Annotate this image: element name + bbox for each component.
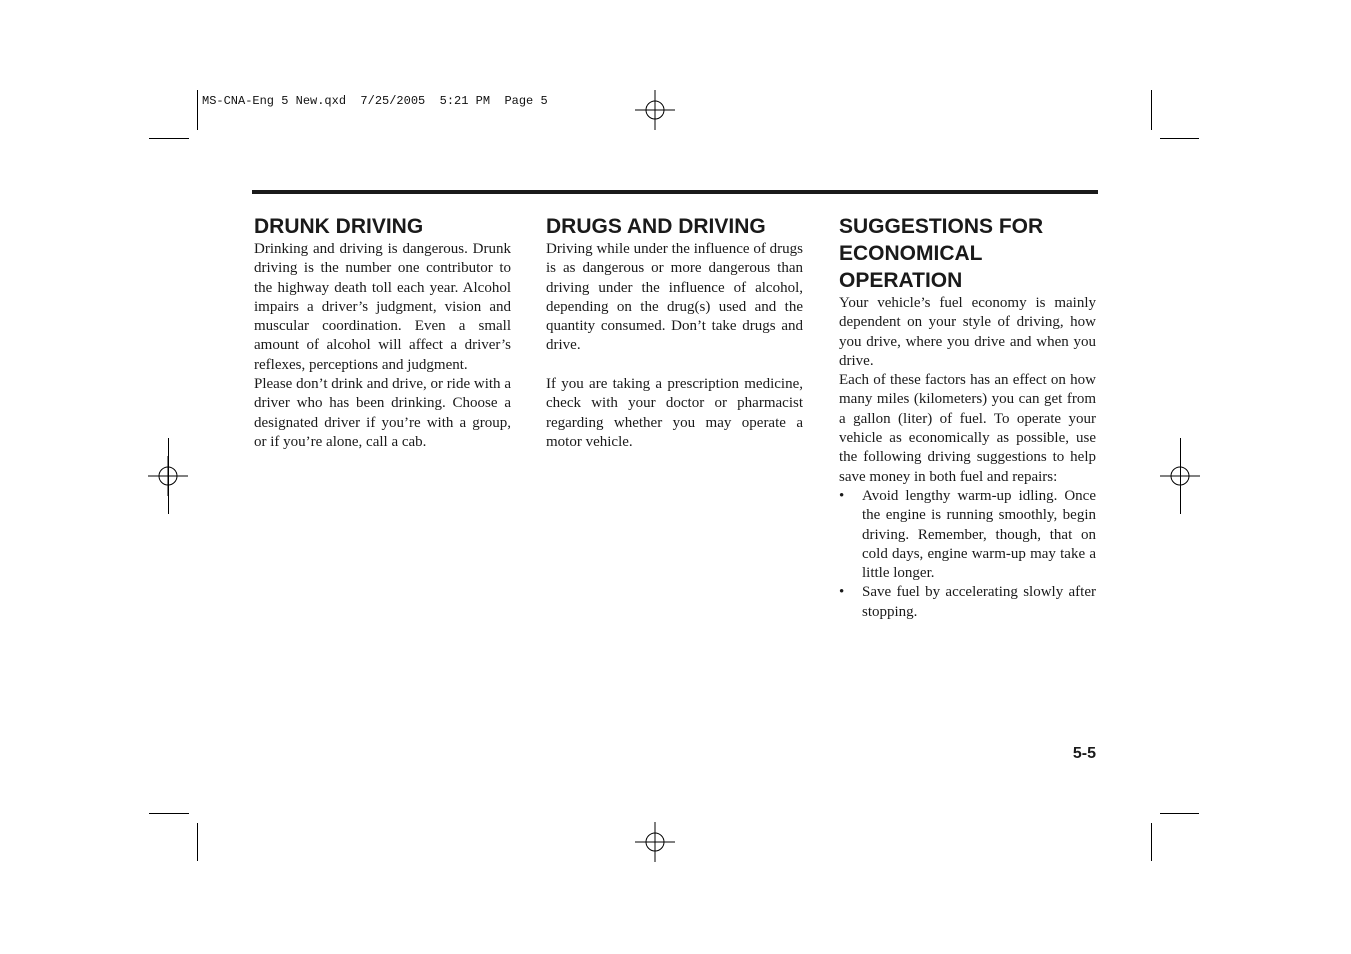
section-heading-line: OPERATION <box>839 269 963 292</box>
crop-mark-bottom-left-horizontal <box>149 813 189 814</box>
page-number: 5-5 <box>1072 745 1096 762</box>
list-item <box>839 487 1096 583</box>
registration-mark-left-vertical <box>168 438 169 514</box>
section-heading: DRUNK DRIVING <box>254 215 424 238</box>
registration-mark-right-vertical <box>1180 438 1181 514</box>
section-heading-line: ECONOMICAL <box>839 242 983 265</box>
printer-slug: MS-CNA-Eng 5 New.qxd 7/25/2005 5:21 PM Page 5 <box>202 94 548 108</box>
crop-mark-top-right-horizontal <box>1160 138 1199 139</box>
section-paragraph: Each of these factors has an effect on how many miles (kilometers) you can get from a gallon (liter) of fuel. To operate your vehicle as economically as possible, use the following driving suggestions to help save money in both fuel and repairs: <box>839 372 1096 485</box>
crop-mark-bottom-right-horizontal <box>1160 813 1199 814</box>
list-item <box>839 583 1096 622</box>
crop-mark-top-left-horizontal <box>149 138 189 139</box>
registration-mark-top-icon <box>635 90 675 130</box>
section-heading: DRUGS AND DRIVING <box>546 215 766 238</box>
registration-mark-bottom-icon <box>635 822 675 862</box>
crop-mark-top-left-vertical <box>197 90 198 130</box>
section-heading <box>839 213 1096 294</box>
crop-mark-bottom-right-vertical <box>1151 823 1152 861</box>
header-rule <box>252 190 1098 194</box>
section-paragraph: Drinking and driving is dangerous. Drunk driving is the number one contributor to the highway death toll each year. Alcohol impairs a driver’s judgment, vision and muscular coordination. Even a small amount of alcohol will affect a driver’s reflexes, perceptions and judgment. <box>254 241 511 373</box>
section-paragraph: If you are taking a prescription medicine, check with your doctor or pharmacist regarding whether you may operate a motor vehicle. <box>546 376 803 450</box>
suggestion-list <box>839 487 1096 622</box>
list-item-text: Save fuel by accelerating slowly after stopping. <box>862 584 1096 620</box>
section-paragraph: Your vehicle’s fuel economy is mainly dependent on your style of driving, how you drive, where you drive and when you drive. <box>839 295 1096 369</box>
bullet-icon: • <box>839 487 845 504</box>
crop-mark-top-right-vertical <box>1151 90 1152 130</box>
section-paragraph: Driving while under the influence of drugs is as dangerous or more dangerous than driving under the influence of alcohol, depending on the drug(s) used and the quantity consumed. Don’t take drugs and drive. <box>546 241 803 354</box>
section-drunk-driving <box>254 213 511 452</box>
crop-mark-bottom-left-vertical <box>197 823 198 861</box>
section-heading-line: SUGGESTIONS FOR <box>839 215 1044 238</box>
section-drugs-and-driving <box>546 213 803 452</box>
section-paragraph: Please don’t drink and drive, or ride with a driver who has been drinking. Choose a designated driver if you’re with a group, or if you’re alone, call a cab. <box>254 376 511 450</box>
section-economical-operation <box>839 213 1096 622</box>
list-item-text: Avoid lengthy warm-up idling. Once the engine is running smoothly, begin driving. Remember, though, that on cold days, engine warm-up may take a little longer. <box>862 487 1096 582</box>
bullet-icon: • <box>839 584 845 601</box>
